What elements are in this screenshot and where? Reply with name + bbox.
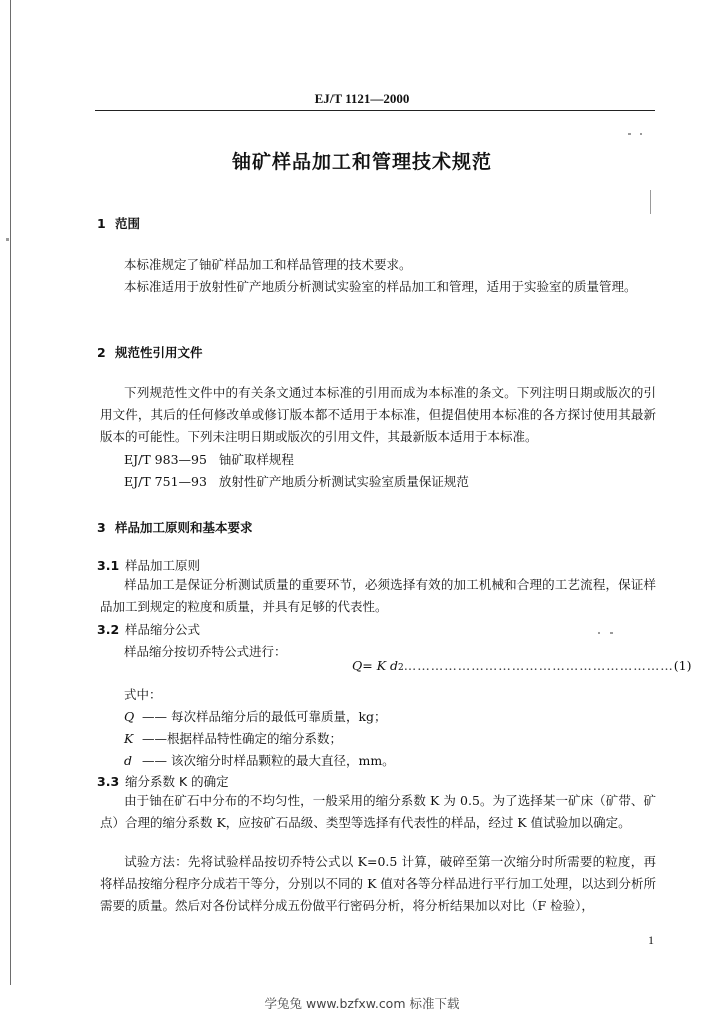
- section-3-1-heading: 3.1 样品加工原则: [97, 558, 201, 573]
- page-number: 1: [648, 933, 654, 947]
- section-2-paragraph: 下列规范性文件中的有关条文通过本标准的引用而成为本标准的条文。下列注明日期或版次的引用文件，其后的任何修改单或修订版本都不适用于本标准，但提倡使用本标准的各方探讨使用其最新版本的可能性。下列未注明日期或版次的引用文件，其最新版本适用于本标准。: [100, 385, 656, 444]
- formula-expression: Q= K d: [352, 658, 399, 673]
- scan-speck: [610, 632, 613, 634]
- section-3-heading: 3 样品加工原则和基本要求: [97, 520, 253, 535]
- symbol-definition: K ——根据样品特性确定的缩分系数；: [124, 731, 343, 746]
- section-2-heading: 2 规范性引用文件: [97, 345, 203, 360]
- document-title: 铀矿样品加工和管理技术规范: [231, 151, 492, 173]
- formula-leader-dots: ……………………………………………………: [403, 658, 674, 673]
- formula-number: (1): [673, 658, 692, 673]
- footer-watermark-text: 学兔兔 www.bzfxw.com 标准下载: [264, 996, 460, 1011]
- symbol-definition: d —— 该次缩分时样品颗粒的最大直径，mm。: [124, 753, 395, 768]
- standard-code: EJ/T 1121—2000: [314, 91, 410, 106]
- section-3-1-paragraph: 样品加工是保证分析测试质量的重要环节，必须选择有效的加工机械和合理的工艺流程，保证样品加工到规定的粒度和质量，并具有足够的代表性。: [100, 577, 656, 614]
- section-3-3-heading: 3.3 缩分系数 K 的确定: [97, 774, 229, 789]
- section-1-paragraph-2: 本标准适用于放射性矿产地质分析测试实验室的样品加工和管理，适用于实验室的质量管理。: [124, 279, 637, 294]
- section-1-paragraph-1: 本标准规定了铀矿样品加工和样品管理的技术要求。: [124, 257, 412, 272]
- formula-exponent: 2: [398, 663, 404, 673]
- section-3-3-paragraph: 由于铀在矿石中分布的不均匀性，一般采用的缩分系数 K 为 0.5。为了选择某一矿床（矿带、矿点）合理的缩分系数 K，应按矿石品级、类型等选择有代表性的样品，经过 K 值试验加以确定。: [100, 793, 656, 830]
- cheshot-formula: [352, 658, 692, 673]
- symbol-definition: Q —— 每次样品缩分后的最低可靠质量，kg；: [124, 709, 387, 724]
- scan-speck: [598, 632, 600, 634]
- formula-intro: 样品缩分按切乔特公式进行：: [124, 644, 287, 659]
- scan-speck: [650, 190, 651, 214]
- where-label: 式中：: [124, 687, 162, 702]
- scan-speck: [640, 133, 642, 135]
- reference-item: EJ/T 983—95 铀矿取样规程: [124, 452, 294, 467]
- test-method-paragraph: 试验方法：先将试验样品按切乔特公式以 K=0.5 计算，破碎至第一次缩分时所需要的粒度，再将样品按缩分程序分成若干等分，分别以不同的 K 值对各等分样品进行平行加工处理，以达到分析所需要的质量。然后对各份试样分成五份做平行密码分析，将分析结果加以对比（F 检验），: [100, 854, 656, 913]
- section-1-heading: 1 范围: [97, 216, 141, 231]
- reference-item: EJ/T 751—93 放射性矿产地质分析测试实验室质量保证规范: [124, 474, 469, 489]
- scan-speck: [6, 238, 9, 241]
- header-rule: [95, 110, 655, 111]
- section-3-2-heading: 3.2 样品缩分公式: [97, 622, 201, 637]
- scan-speck: [628, 133, 631, 135]
